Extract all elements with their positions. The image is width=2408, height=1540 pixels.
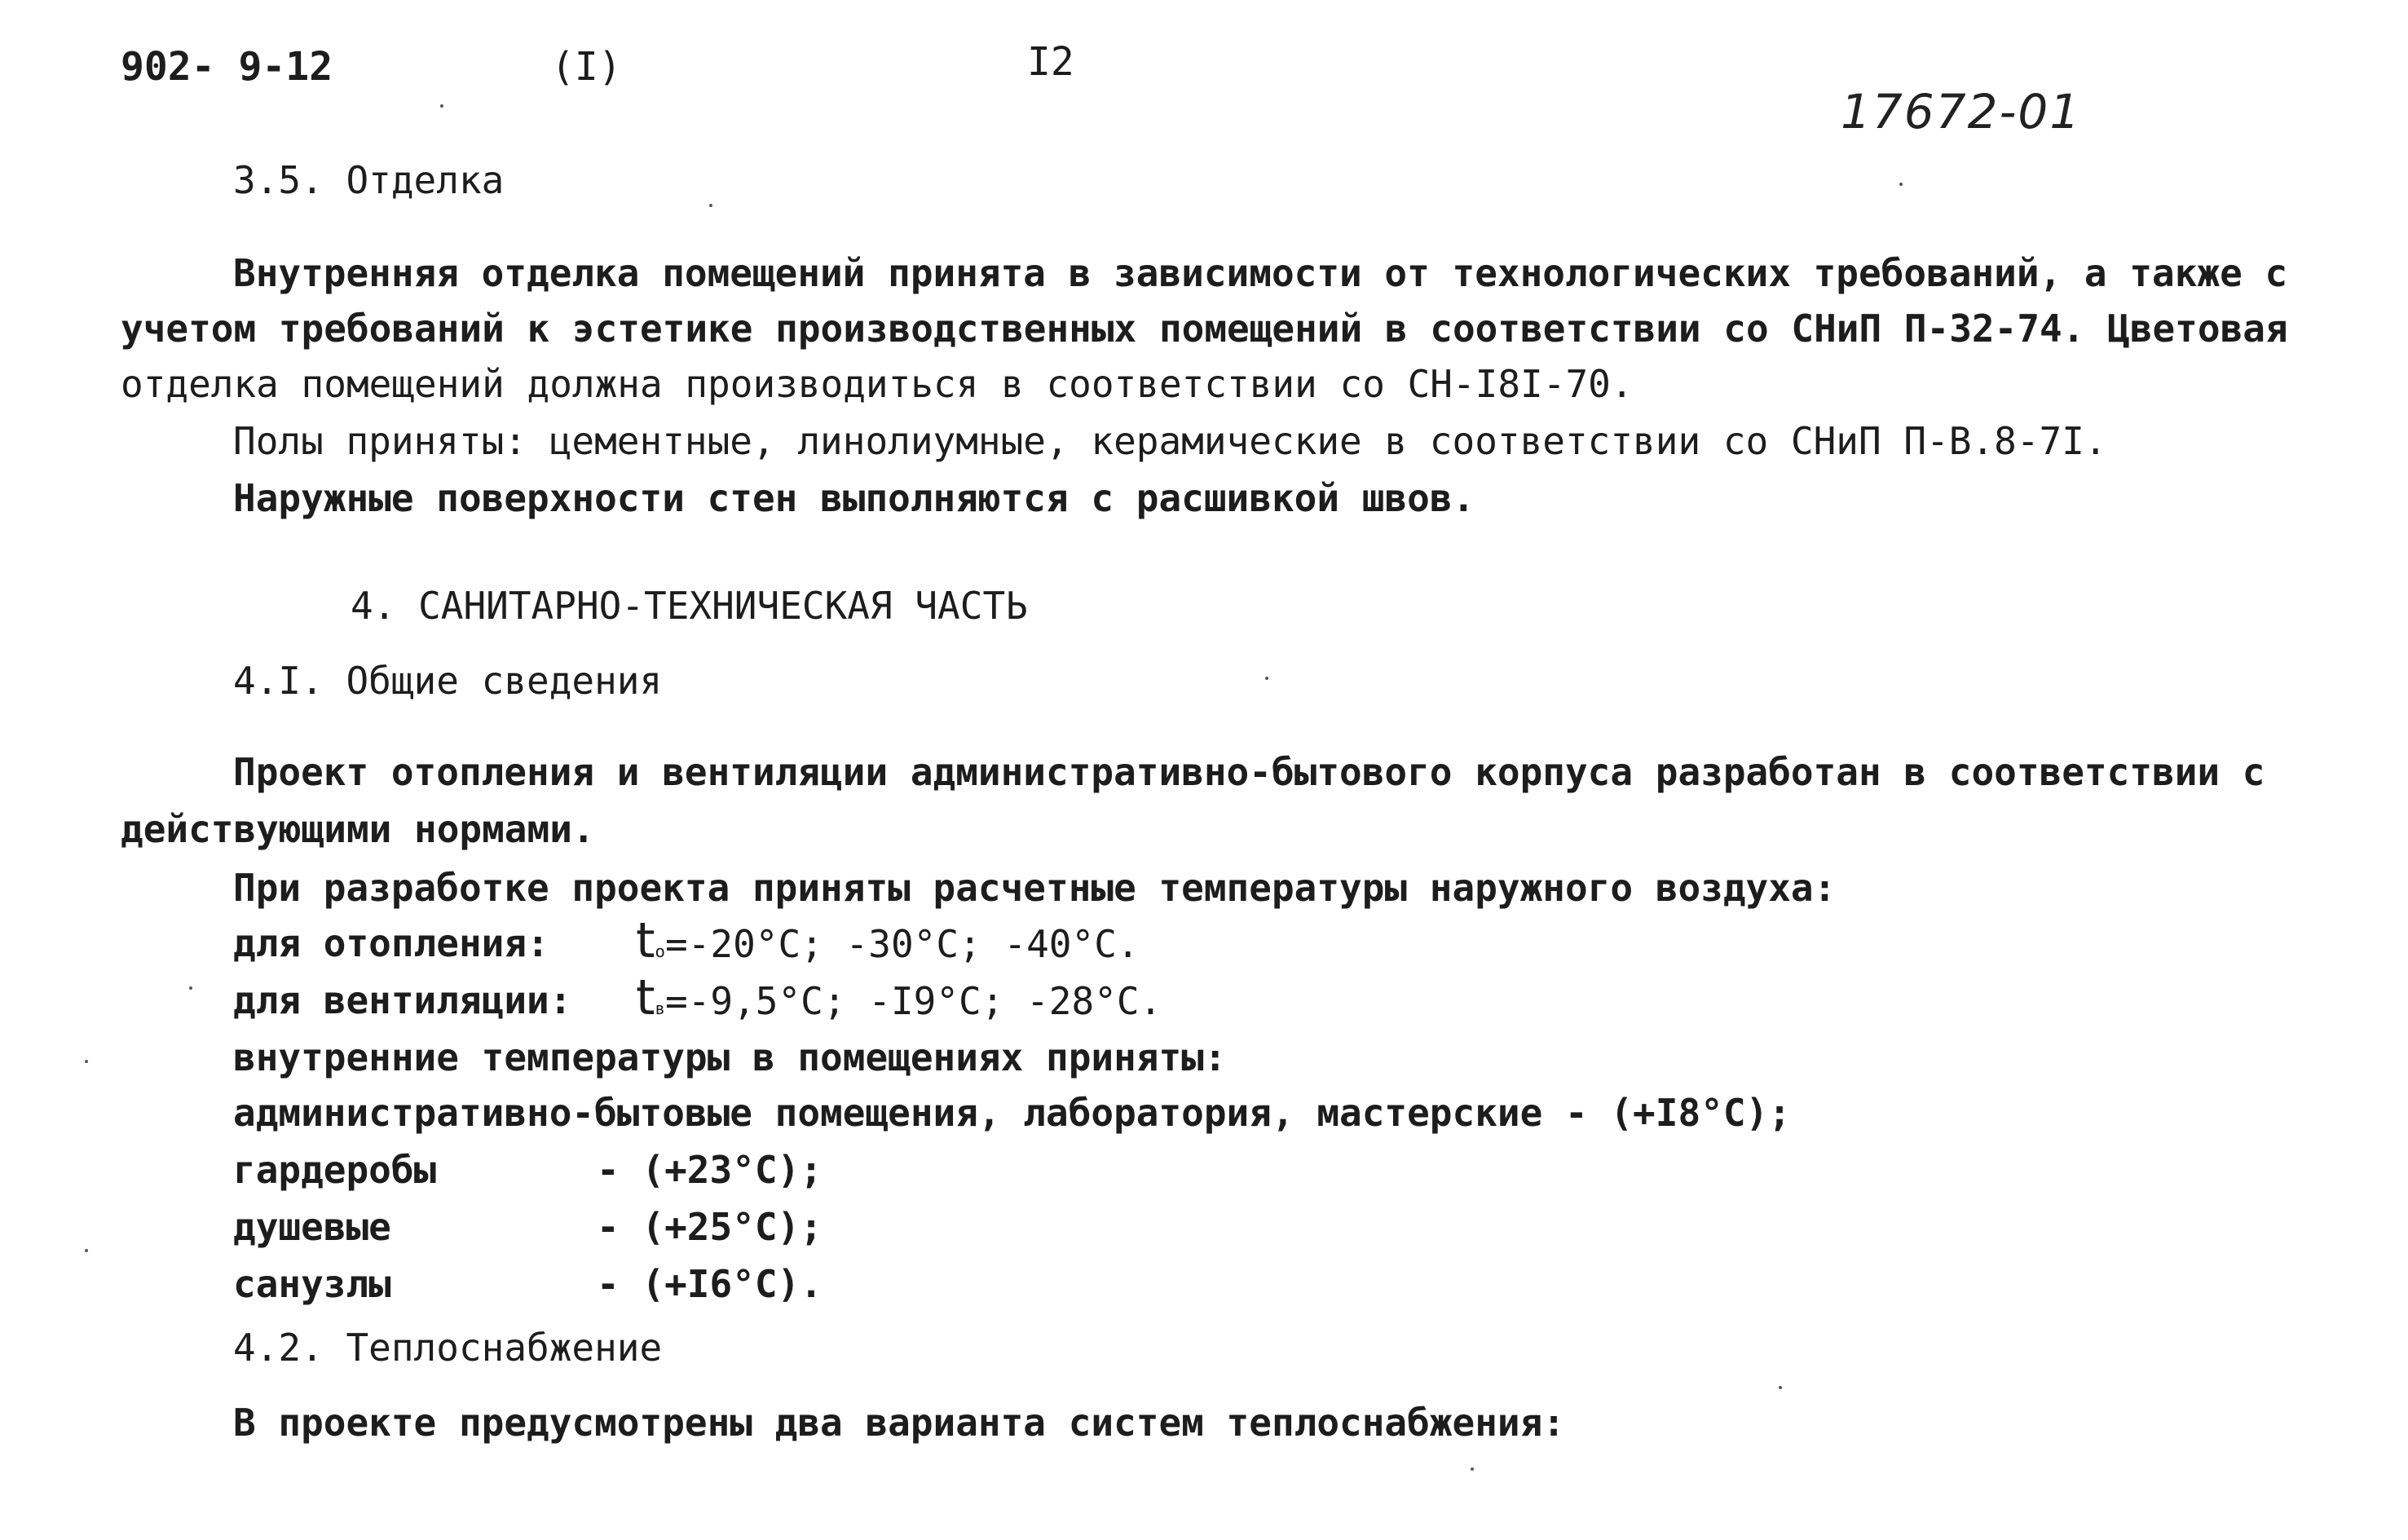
scan-speck <box>85 1060 88 1063</box>
room-name-toilets: санузлы <box>233 1262 391 1306</box>
ventilation-label: для вентиляции: <box>233 978 572 1022</box>
section-4-2-heading: 4.2. Теплоснабжение <box>233 1326 663 1370</box>
section-3-5-line-1: Внутренняя отделка помещений принята в зависимости от технологических требований, а также с <box>233 251 2288 295</box>
section-4-1-para-line-2: действующими нормами. <box>121 807 595 851</box>
section-4-1-heading: 4.I. Общие сведения <box>233 659 663 703</box>
admin-rooms-line: административно-бытовые помещения, лаборатория, мастерские - (+I8°С); <box>233 1091 1791 1135</box>
indoor-temp-intro: внутренние температуры в помещениях приняты: <box>233 1035 1227 1079</box>
document-code: 902- 9-12 <box>121 44 333 90</box>
heating-values: =-20°С; -30°С; -40°С. <box>665 922 1140 966</box>
section-3-5-heading: 3.5. Отделка <box>233 158 505 202</box>
scan-speck <box>85 1249 88 1252</box>
handwritten-code: 17672-01 <box>1841 84 2082 139</box>
heating-temperatures <box>636 912 1140 969</box>
scan-speck <box>1265 677 1268 680</box>
section-4-2-line: В проекте предусмотрены два варианта систем теплоснабжения: <box>233 1401 1565 1445</box>
sheet-part: (I) <box>551 44 622 90</box>
scan-speck <box>1779 1386 1782 1389</box>
section-3-5-line-4: Полы приняты: цементные, линолиумные, керамические в соответствии со СНиП П-В.8-7I. <box>233 419 2107 463</box>
scan-speck <box>440 104 443 108</box>
section-4-heading: 4. САНИТАРНО-ТЕХНИЧЕСКАЯ ЧАСТЬ <box>351 584 1028 628</box>
heating-t-subscript: о <box>655 942 665 961</box>
room-name-showers: душевые <box>233 1205 391 1249</box>
ventilation-t-subscript: в <box>655 999 665 1018</box>
room-name-wardrobes: гардеробы <box>233 1148 437 1192</box>
scan-speck <box>189 986 192 990</box>
section-3-5-line-3: отделка помещений должна производиться в соответствии со СН-I8I-70. <box>121 362 1634 406</box>
section-3-5-line-2: учетом требований к эстетике производственных помещений в соответствии со СНиП П-32-74. Цветовая <box>121 307 2288 351</box>
outdoor-temp-intro: При разработке проекта приняты расчетные температуры наружного воздуха: <box>233 866 1837 910</box>
section-4-1-para-line-1: Проект отопления и вентиляции административно-бытового корпуса разработан в соответствии с <box>233 750 2265 794</box>
ventilation-temperatures <box>636 969 1162 1026</box>
heating-label: для отопления: <box>233 921 549 965</box>
heating-t-symbol: t <box>636 912 655 969</box>
ventilation-values: =-9,5°С; -I9°С; -28°С. <box>665 979 1162 1023</box>
room-value-toilets: - (+I6°С). <box>597 1262 823 1306</box>
scan-speck <box>709 204 712 207</box>
scan-speck <box>1899 183 1903 186</box>
room-value-showers: - (+25°С); <box>597 1205 823 1249</box>
section-3-5-line-5: Наружные поверхности стен выполняются с расшивкой швов. <box>233 476 1475 520</box>
page-number: I2 <box>1027 39 1074 85</box>
room-value-wardrobes: - (+23°С); <box>597 1148 823 1192</box>
scan-speck <box>1471 1467 1474 1471</box>
ventilation-t-symbol: t <box>636 969 655 1026</box>
